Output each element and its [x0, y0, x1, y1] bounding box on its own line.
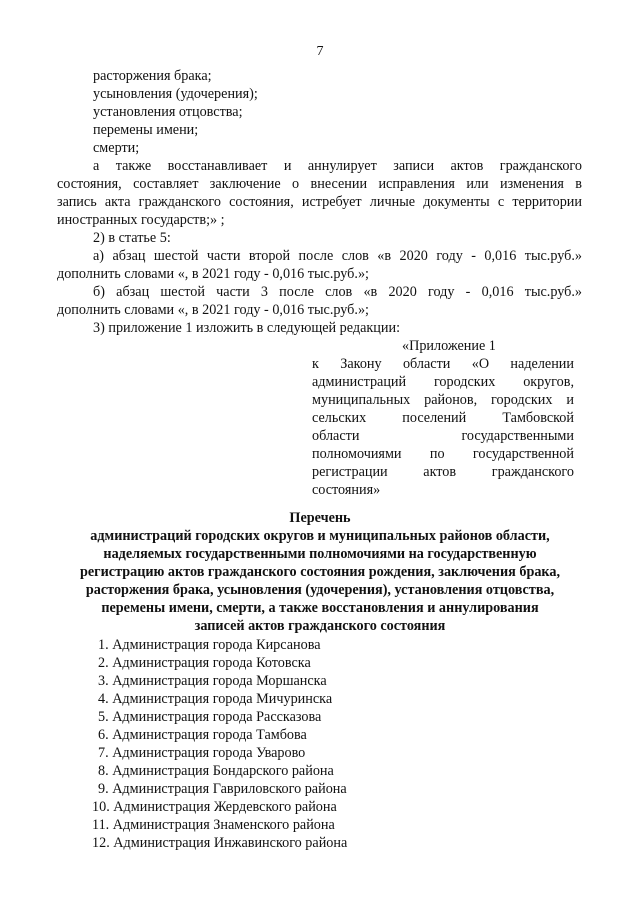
- list-item: 5. Администрация города Рассказова: [98, 709, 322, 725]
- item-b-cont: [57, 301, 547, 319]
- text-line: а) абзац шестой части второй после слов «в 2020 году - 0,016 тыс.руб.»: [93, 248, 582, 264]
- appendix-line: муниципальных районов, городских и: [312, 392, 574, 408]
- administration-list: [92, 636, 348, 852]
- text-line: иностранных государств;» ;: [57, 212, 225, 228]
- heading-line: расторжения брака, усыновления (удочерения), установления отцовства,: [85, 582, 555, 598]
- appendix-line: сельских поселений Тамбовской: [312, 410, 574, 426]
- text-line: 3) приложение 1 изложить в следующей редакции:: [93, 320, 401, 336]
- heading-line: перемены имени, смерти, а также восстановления и аннулирования: [101, 600, 539, 616]
- item-a: [93, 247, 582, 265]
- text-line: расторжения брака;: [93, 68, 212, 84]
- text-line: установления отцовства;: [93, 104, 243, 120]
- list-item: 7. Администрация города Уварово: [98, 745, 306, 761]
- appendix-title: «Приложение 1: [402, 338, 496, 354]
- appendix-line: администраций городских округов,: [312, 374, 574, 390]
- text-line: перемены имени;: [93, 122, 199, 138]
- appendix-line: состояния»: [312, 482, 381, 498]
- amendment-text: [93, 67, 583, 157]
- restore-paragraph: [93, 157, 582, 175]
- text-line: дополнить словами «, в 2021 году - 0,016 тыс.руб.»;: [57, 302, 369, 318]
- text-line: запись акта гражданского состояния, истребует личные документы с территории: [57, 194, 582, 210]
- list-item: 8. Администрация Бондарского района: [98, 763, 334, 779]
- heading-line: регистрацию актов гражданского состояния рождения, заключения брака,: [79, 564, 561, 580]
- page-number: 7: [316, 44, 324, 59]
- text-line: б) абзац шестой части 3 после слов «в 2020 году - 0,016 тыс.руб.»: [93, 284, 582, 300]
- list-item: 3. Администрация города Моршанска: [98, 673, 327, 689]
- heading-line: администраций городских округов и муниципальных районов области,: [90, 528, 550, 544]
- appendix-block: [312, 337, 574, 499]
- text-line: усыновления (удочерения);: [93, 86, 258, 102]
- restore-paragraph-cont: [57, 175, 582, 229]
- item-b: [93, 283, 582, 301]
- list-item: 2. Администрация города Котовска: [98, 655, 311, 671]
- text-line: 2) в статье 5:: [93, 230, 171, 246]
- list-item: 9. Администрация Гавриловского района: [98, 781, 347, 797]
- heading-line: Перечень: [289, 510, 351, 526]
- appendix-line: к Закону области «О наделении: [312, 356, 574, 372]
- list-item: 4. Администрация города Мичуринска: [98, 691, 333, 707]
- appendix-line: полномочиями по государственной: [312, 446, 574, 462]
- heading-line: записей актов гражданского состояния: [194, 618, 446, 634]
- text-line: а также восстанавливает и аннулирует записи актов гражданского: [93, 158, 582, 174]
- item-a-cont: [57, 265, 547, 283]
- item-2: [93, 229, 583, 247]
- item-3: [93, 319, 583, 337]
- text-line: дополнить словами «, в 2021 году - 0,016 тыс.руб.»;: [57, 266, 369, 282]
- list-item: 10. Администрация Жердевского района: [92, 799, 337, 815]
- text-line: смерти;: [93, 140, 140, 156]
- list-item: 11. Администрация Знаменского района: [92, 817, 335, 833]
- text-line: состояния, составляет заключение о внесении исправления или изменения в: [57, 176, 582, 192]
- list-item: 1. Администрация города Кирсанова: [98, 637, 321, 653]
- list-item: 6. Администрация города Тамбова: [98, 727, 307, 743]
- heading-line: наделяемых государственными полномочиями на государственную: [103, 546, 537, 562]
- appendix-line: области государственными: [312, 428, 574, 444]
- appendix-line: регистрации актов гражданского: [312, 464, 574, 480]
- list-item: 12. Администрация Инжавинского района: [92, 835, 348, 851]
- list-heading: [30, 509, 610, 635]
